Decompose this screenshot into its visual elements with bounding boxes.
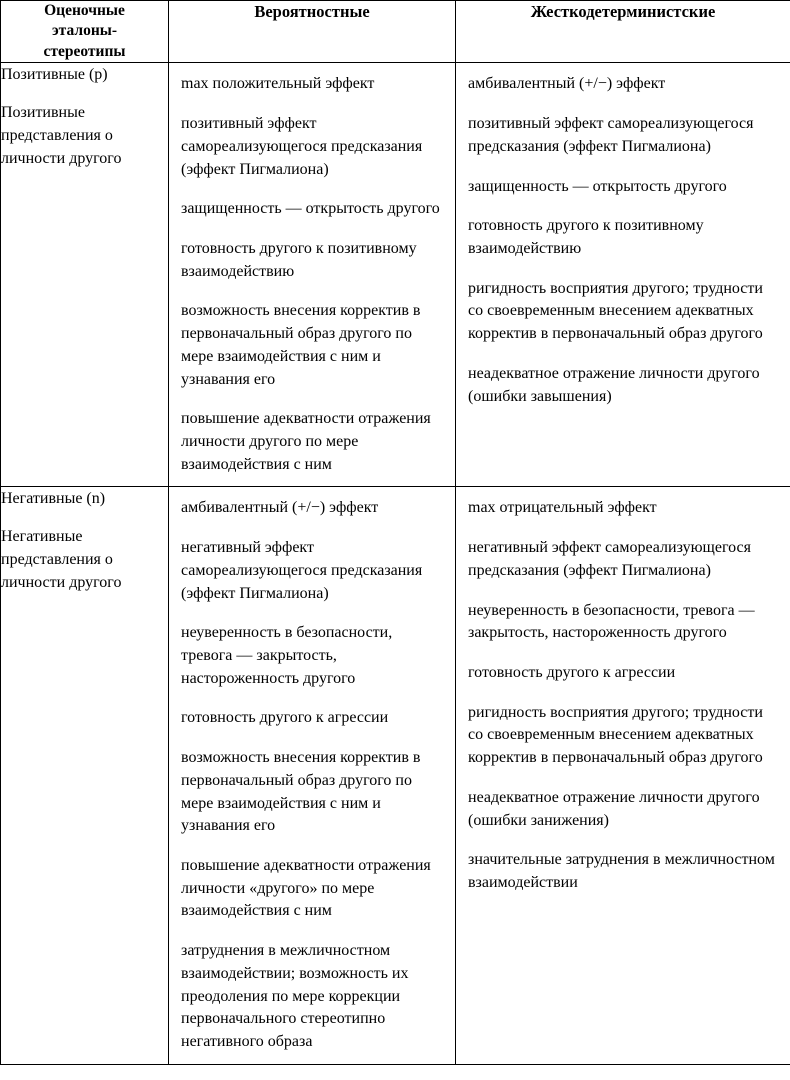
column-header-standards: Оценочные эталоны-стереотипы <box>1 1 169 63</box>
column-header-deterministic: Жесткодетерминистские <box>456 1 790 63</box>
row-label-positive <box>1 63 169 487</box>
list-item: затруднения в межличностном взаимодействии; возможность их преодоления по мере коррекции первоначального стереотипно негативного образа <box>181 942 409 1051</box>
item-list <box>456 487 790 904</box>
header-row <box>1 1 790 63</box>
row-label-negative-line1: Негативные (n) <box>1 490 106 508</box>
cell-negative-deterministic <box>456 487 790 1064</box>
item-list <box>169 63 455 486</box>
cell-positive-deterministic <box>456 63 790 487</box>
list-item: готовность другого к позитивному взаимодействию <box>181 239 417 280</box>
table-row <box>1 487 790 1064</box>
list-item: защищенность — открытость другого <box>468 177 727 195</box>
column-header-probabilistic: Вероятностные <box>169 1 456 63</box>
list-item: ригидность восприятия другого; трудности со своевременным внесением адекватных корректив в первоначальный образ другого <box>468 279 763 343</box>
list-item: негативный эффект самореализующегося предсказания (эффект Пигмалиона) <box>468 539 751 579</box>
list-item: max положительный эффект <box>181 75 375 93</box>
list-item: позитивный эффект самореализующегося предсказания (эффект Пигмалиона) <box>181 115 423 178</box>
list-item: неадекватное отражение личности другого (ошибки завышения) <box>468 364 760 405</box>
list-item: готовность другого к агрессии <box>468 664 676 682</box>
row-label-negative-line2: Негативные представления о личности другого <box>1 527 122 591</box>
list-item: негативный эффект самореализующегося предсказания (эффект Пигмалиона) <box>181 539 423 602</box>
list-item: ригидность восприятия другого; трудности со своевременным внесением адекватных корректив в первоначальный образ другого <box>468 703 763 767</box>
list-item: амбивалентный (+/−) эффект <box>468 75 666 93</box>
list-item: защищенность — открытость другого <box>181 200 440 218</box>
list-item: max отрицательный эффект <box>468 499 657 517</box>
row-label-positive-line1: Позитивные (p) <box>1 66 108 84</box>
list-item: позитивный эффект самореализующегося предсказания (эффект Пигмалиона) <box>468 115 754 155</box>
list-item: готовность другого к агрессии <box>181 709 389 727</box>
item-list <box>456 63 790 418</box>
list-item: возможность внесения корректив в первоначальный образ другого по мере взаимодействия с ним и узнавания его <box>181 749 421 835</box>
list-item: неадекватное отражение личности другого (ошибки занижения) <box>468 788 760 829</box>
table-row <box>1 63 790 487</box>
list-item: готовность другого к позитивному взаимодействию <box>468 217 704 257</box>
list-item: неуверенность в безопасности, тревога — закрытость, настороженность другого <box>468 601 755 642</box>
cell-negative-probabilistic <box>169 487 456 1064</box>
list-item: повышение адекватности отражения личности «другого» по мере взаимодействия с ним <box>181 857 431 920</box>
row-label-negative <box>1 487 169 1064</box>
table-body <box>1 63 790 1064</box>
list-item: амбивалентный (+/−) эффект <box>181 499 379 517</box>
table-header <box>1 1 790 63</box>
row-label-positive-line2: Позитивные представления о личности другого <box>1 103 122 167</box>
list-item: неуверенность в безопасности, тревога — закрытость, настороженность другого <box>181 624 393 687</box>
cell-positive-probabilistic <box>169 63 456 487</box>
list-item: повышение адекватности отражения личности другого по мере взаимодействия с ним <box>181 410 431 473</box>
list-item: возможность внесения корректив в первоначальный образ другого по мере взаимодействия с ним и узнавания его <box>181 302 421 388</box>
list-item: значительные затруднения в межличностном взаимодействии <box>468 851 775 892</box>
item-list <box>169 487 455 1063</box>
